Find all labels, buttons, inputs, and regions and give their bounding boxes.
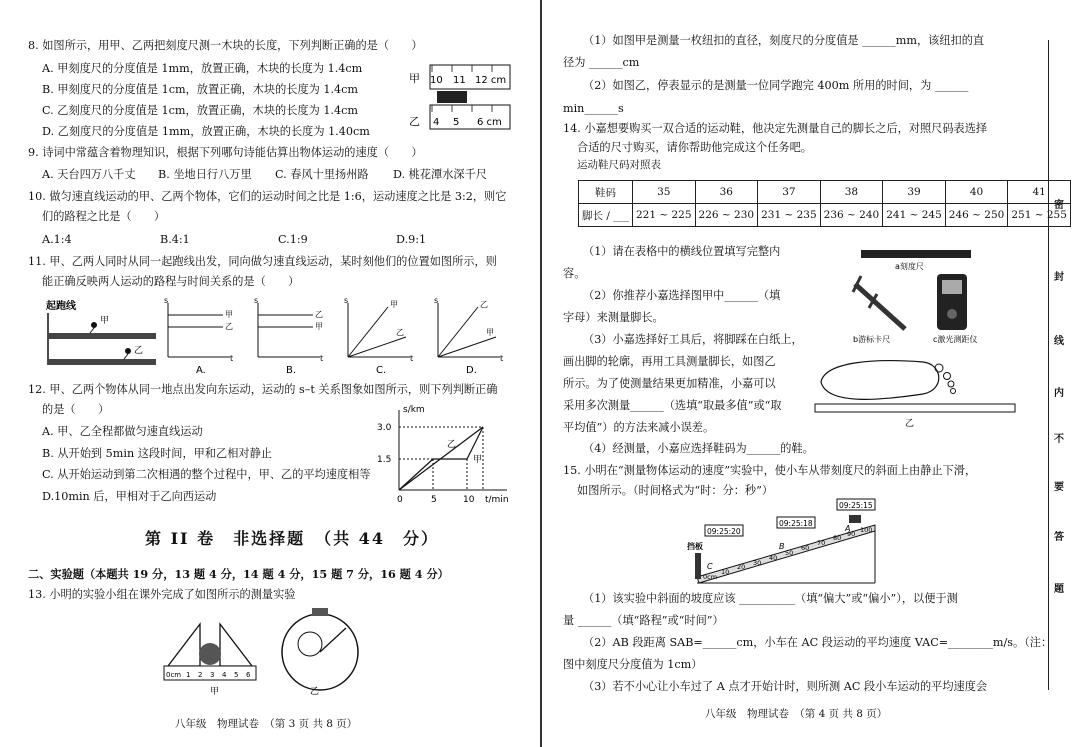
part2-title: 第 II 卷 非选择题 （共 44 分） [145,529,439,548]
clock-a-time: 09:25:15 [839,501,873,510]
incline-tick-50: 50 [785,549,794,557]
q12-st-chart [375,402,525,506]
runner-yi-icon [125,348,131,354]
q11-graph-a [164,296,233,375]
q15-part1-line2: 量 ______（填“路程”或“时间”） [563,614,724,627]
table-cell: 37 [758,181,821,204]
q8-yi-tick-4: 4 [433,117,440,128]
q11-b-jia: 甲 [315,322,323,331]
table-cell: 39 [883,181,946,204]
seal-char: 不 [1054,434,1064,445]
q8-option-a: A. 甲刻度尺的分度值是 1mm，放置正确，木块的长度为 1.4cm [42,62,363,75]
q11-label-a: A. [196,365,206,375]
q13-figure-yi [282,608,358,697]
q13-ruler-tick-6: 6 [246,671,251,679]
shoe-size-table [578,180,1071,227]
q12-stem-2: 的是（ ） [42,403,110,416]
q12-x-tick-0: 0 [397,495,403,505]
runner-jia-icon [91,322,97,328]
q14-part4: （4）经测量，小嘉应选择鞋码为______的鞋。 [583,442,814,455]
q14-stem-2: 合适的尺寸购买，请你帮助他完成这个任务吧。 [577,141,812,154]
q13-ruler-tick-1: 1 [186,671,191,679]
triangle-ruler-left-icon [168,624,200,666]
seal-char: 线 [1054,336,1064,347]
table-row [579,181,1071,204]
section-2-heading: 二、实验题（本题共 19 分，13 题 4 分，14 题 4 分，15 题 7 分，16 题 4 分） [28,567,449,581]
q15-label-a: A [845,524,851,533]
seal-char: 密 [1054,200,1064,211]
q14-tools-figure [813,244,1018,434]
seal-char: 答 [1054,532,1064,543]
q11-a-jia: 甲 [225,310,233,319]
q11-d-jia: 甲 [486,328,494,337]
q8-jia-tick-11: 11 [453,75,466,86]
incline-tick-80: 80 [833,534,842,542]
q11-b-axis-t: t [320,354,324,363]
q15-part2-line2: 图中刻度尺分度值为 1cm） [563,658,703,671]
seal-char: 封 [1054,272,1064,283]
q8-yi-label: 乙 [409,115,420,128]
q13-part2-line1: （2）如图乙，停表显示的是测量一位同学跑完 400m 所用的时间，为 ______ [583,79,969,92]
page-3-footer: 八年级 物理试卷 （第 3 页 共 8 页） [175,718,358,730]
q11-graph-b [254,296,323,375]
q14-part1-line1: （1）请在表格中的横线位置填写完整内 [583,245,781,258]
footprint-icon [821,361,956,400]
q9-option-a: A. 天台四万八千丈 [42,168,136,181]
seal-char: 要 [1054,482,1064,493]
q12-option-a: A. 甲、乙全程都做匀速直线运动 [42,425,203,438]
table-cell: 246 ~ 250 [945,204,1008,227]
q14-label-b: b游标卡尺 [853,335,891,344]
q14-stem: 14. 小嘉想要购买一双合适的运动鞋，他决定先测量自己的脚长之后，对照尺码表选择 [563,122,988,135]
q11-figures [40,295,520,375]
table-cell: 231 ~ 235 [758,204,821,227]
q11-a-axis-s: s [164,296,169,305]
q8-jia-label: 甲 [409,72,420,85]
stopper-board [695,553,701,579]
q13-ruler-tick-3: 3 [210,671,215,679]
incline-tick-0: 0cm [703,573,718,581]
laser-rangefinder-icon [937,274,967,330]
q15-part2-line1: （2）AB 段距离 SAB=______cm，小车在 AC 段运动的平均速度 VAC=________m/s。（注： [583,636,1053,649]
q11-a-axis-t: t [230,354,234,363]
foot-ruler [815,404,1015,412]
q8-stem: 8. 如图所示，用甲、乙两把刻度尺测一木块的长度，下列判断正确的是（ ） [28,39,423,52]
clock-c-time: 09:25:20 [707,527,741,536]
q11-label-b: B. [286,365,297,375]
q15-label-c: C [707,562,713,571]
table-cell: 221 ~ 225 [632,204,695,227]
seal-char: 题 [1054,584,1064,595]
q8-jia-tick-10: 10 [430,75,443,86]
q11-start-line-label: 起跑线 [46,301,76,312]
q14-part3-line2: 画出脚的轮廓，再用工具测量脚长，如图乙 [563,355,776,368]
table-cell: 38 [820,181,883,204]
q12-label-jia: 甲 [473,455,483,465]
q14-part1-line2: 容。 [563,267,586,280]
table-cell: 41 [1008,181,1071,204]
q15-stem-2: 如图所示。（时间格式为“时：分：秒”） [577,484,774,497]
q14-part2-line2: 字母）来测量脚长。 [563,311,664,324]
q13-part1-line1: （1）如图甲是测量一枚纽扣的直径，刻度尺的分度值是 ______mm，该纽扣的直 [583,34,985,47]
q11-d-axis-t: t [500,354,504,363]
q15-incline-figure [685,495,885,587]
q13-ruler-tick-0: 0cm [166,671,182,679]
q10-option-d: D.9:1 [396,233,427,246]
q11-scene [46,299,156,365]
clock-b-time: 09:25:18 [779,519,813,528]
incline-tick-70: 70 [817,539,826,547]
q10-stem-2: 们的路程之比是（ ） [42,210,166,223]
q8-wood-block [437,91,467,103]
q11-d-axis-s: s [434,296,439,305]
table-cell: 40 [945,181,1008,204]
q14-label-yi: 乙 [905,419,915,429]
q11-c-yi: 乙 [396,328,404,337]
table-cell: 36 [695,181,758,204]
table-cell: 236 ~ 240 [820,204,883,227]
q15-stem: 15. 小明在“测量物体运动的速度”实验中，使小车从带刻度尺的斜面上由静止下滑， [563,464,977,477]
q12-x-tick-10: 10 [463,495,475,505]
q10-stem: 10. 做匀速直线运动的甲、乙两个物体，它们的运动时间之比是 1:6，运动速度之比是 3:2，则它 [28,190,507,203]
table-row [579,204,1071,227]
ruler-icon [861,250,971,258]
q13-figures [160,604,380,698]
incline-tick-100: 100 [860,526,873,534]
q9-option-b: B. 坐地日行八万里 [158,168,252,181]
q13-part2-line2: min______s [563,102,624,115]
q9-option-d: D. 桃花潭水深千尺 [393,168,487,181]
q11-stem-2: 能正确反映两人运动的路程与时间关系的是（ ） [42,275,300,288]
q9-option-c: C. 春风十里扬州路 [275,168,369,181]
q11-c-axis-s: s [344,296,349,305]
q8-jia-tick-12: 12 cm [475,75,507,86]
q14-part3-line3: 所示。为了使测量结果更加精准，小嘉可以 [563,377,776,390]
q12-y-label: s/km [403,405,425,415]
q15-label-dangban: 挡板 [687,542,703,551]
q11-graph-d [434,296,503,375]
q12-x-tick-5: 5 [431,495,437,505]
table-cell: 251 ~ 255 [1008,204,1071,227]
q13-ruler-tick-2: 2 [198,671,203,679]
q8-yi-tick-6: 6 cm [477,117,502,128]
q14-part2-line1: （2）你推荐小嘉选择图甲中______（填 [583,289,781,302]
q13-ruler-tick-4: 4 [222,671,227,679]
page-divider [540,0,542,747]
q12-label-yi: 乙 [447,440,457,450]
incline-tick-90: 90 [847,530,856,538]
q9-stem: 9. 诗词中常蕴含着物理知识，根据下列哪句诗能估算出物体运动的速度（ ） [28,146,423,159]
incline-tick-30: 30 [753,559,762,567]
q14-table-title: 运动鞋尺码对照表 [577,159,661,171]
q11-scene-jia: 甲 [100,316,110,326]
q12-option-d: D.10min 后，甲相对于乙向西运动 [42,490,217,503]
q11-scene-yi: 乙 [134,346,144,356]
table-header-size: 鞋码 [579,181,633,204]
q11-stem: 11. 甲、乙两人同时从同一起跑线出发，同向做匀速直线运动，某时刻他们的位置如图所示，则 [28,255,497,268]
button-coin-icon [199,643,221,665]
incline-tick-20: 20 [737,563,746,571]
q14-part3-line1: （3）小嘉选择好工具后，将脚踩在白纸上， [583,333,803,346]
q12-option-b: B. 从开始到 5min 这段时间，甲和乙相对静止 [42,447,272,460]
q8-option-d: D. 乙刻度尺的分度值是 1mm，放置正确，木块的长度为 1.40cm [42,125,370,138]
q11-b-axis-s: s [254,296,259,305]
q14-label-a: a刻度尺 [895,262,924,271]
q11-graph-c [344,296,413,375]
table-header-foot-length: 脚长 / ___ [579,204,633,227]
q12-x-label: t/min [485,495,509,505]
page-4 [545,0,1080,747]
q15-label-b: B [779,542,785,551]
q13-fig-jia-caption: 甲 [210,687,220,697]
q8-option-c: C. 乙刻度尺的分度值是 1cm，放置正确，木块的长度为 1.4cm [42,104,358,117]
q11-a-yi: 乙 [225,322,233,331]
q15-part3: （3）若不小心让小车过了 A 点才开始计时，则所测 AC 段小车运动的平均速度会 [583,680,988,693]
q13-ruler-tick-5: 5 [234,671,239,679]
q11-label-c: C. [376,365,387,375]
q13-figure-jia [164,624,256,697]
q14-part3-line4: 采用多次测量______（选填“取最多值”或“取 [563,399,782,412]
q8-option-b: B. 甲刻度尺的分度值是 1cm，放置正确，木块的长度为 1.4cm [42,83,359,96]
q8-ruler-figure [405,60,515,135]
q12-stem: 12. 甲、乙两个物体从同一地点出发向东运动，运动的 s–t 关系图象如图所示，则下列判断正确 [28,383,498,396]
q11-c-jia: 甲 [390,300,398,309]
q13-part1-line2: 径为 ______cm [563,56,640,69]
incline-tick-10: 10 [721,568,730,576]
q11-d-yi: 乙 [480,300,488,309]
q13-fig-yi-caption: 乙 [310,687,320,697]
q14-part3-line5: 平均值”）的方法来减小误差。 [563,421,715,434]
table-cell: 35 [632,181,695,204]
seal-char: 内 [1054,388,1064,399]
table-cell: 241 ~ 245 [883,204,946,227]
q8-yi-tick-5: 5 [453,117,460,128]
triangle-ruler-right-icon [220,624,252,666]
table-cell: 226 ~ 230 [695,204,758,227]
incline-tick-40: 40 [769,554,778,562]
q10-option-a: A.1:4 [42,233,72,246]
q13-stem: 13. 小明的实验小组在课外完成了如图所示的测量实验 [28,588,296,601]
q11-c-axis-t: t [410,354,414,363]
q15-part1-line1: （1）该实验中斜面的坡度应该 __________（填“偏大”或“偏小”），以便于测 [583,592,958,605]
q14-label-c: c激光测距仪 [933,335,978,344]
q12-option-c: C. 从开始运动到第二次相遇的整个过程中，甲、乙的平均速度相等 [42,468,371,481]
cart-icon [849,515,861,523]
q11-label-d: D. [466,365,477,375]
caliper-icon [853,276,905,329]
q12-y-tick-3: 3.0 [377,423,392,433]
q10-option-c: C.1:9 [278,233,308,246]
q10-option-b: B.4:1 [160,233,190,246]
incline-tick-60: 60 [801,544,810,552]
q11-b-yi: 乙 [315,310,323,319]
page-4-footer: 八年级 物理试卷 （第 4 页 共 8 页） [705,708,888,720]
q12-y-tick-1-5: 1.5 [377,455,392,465]
